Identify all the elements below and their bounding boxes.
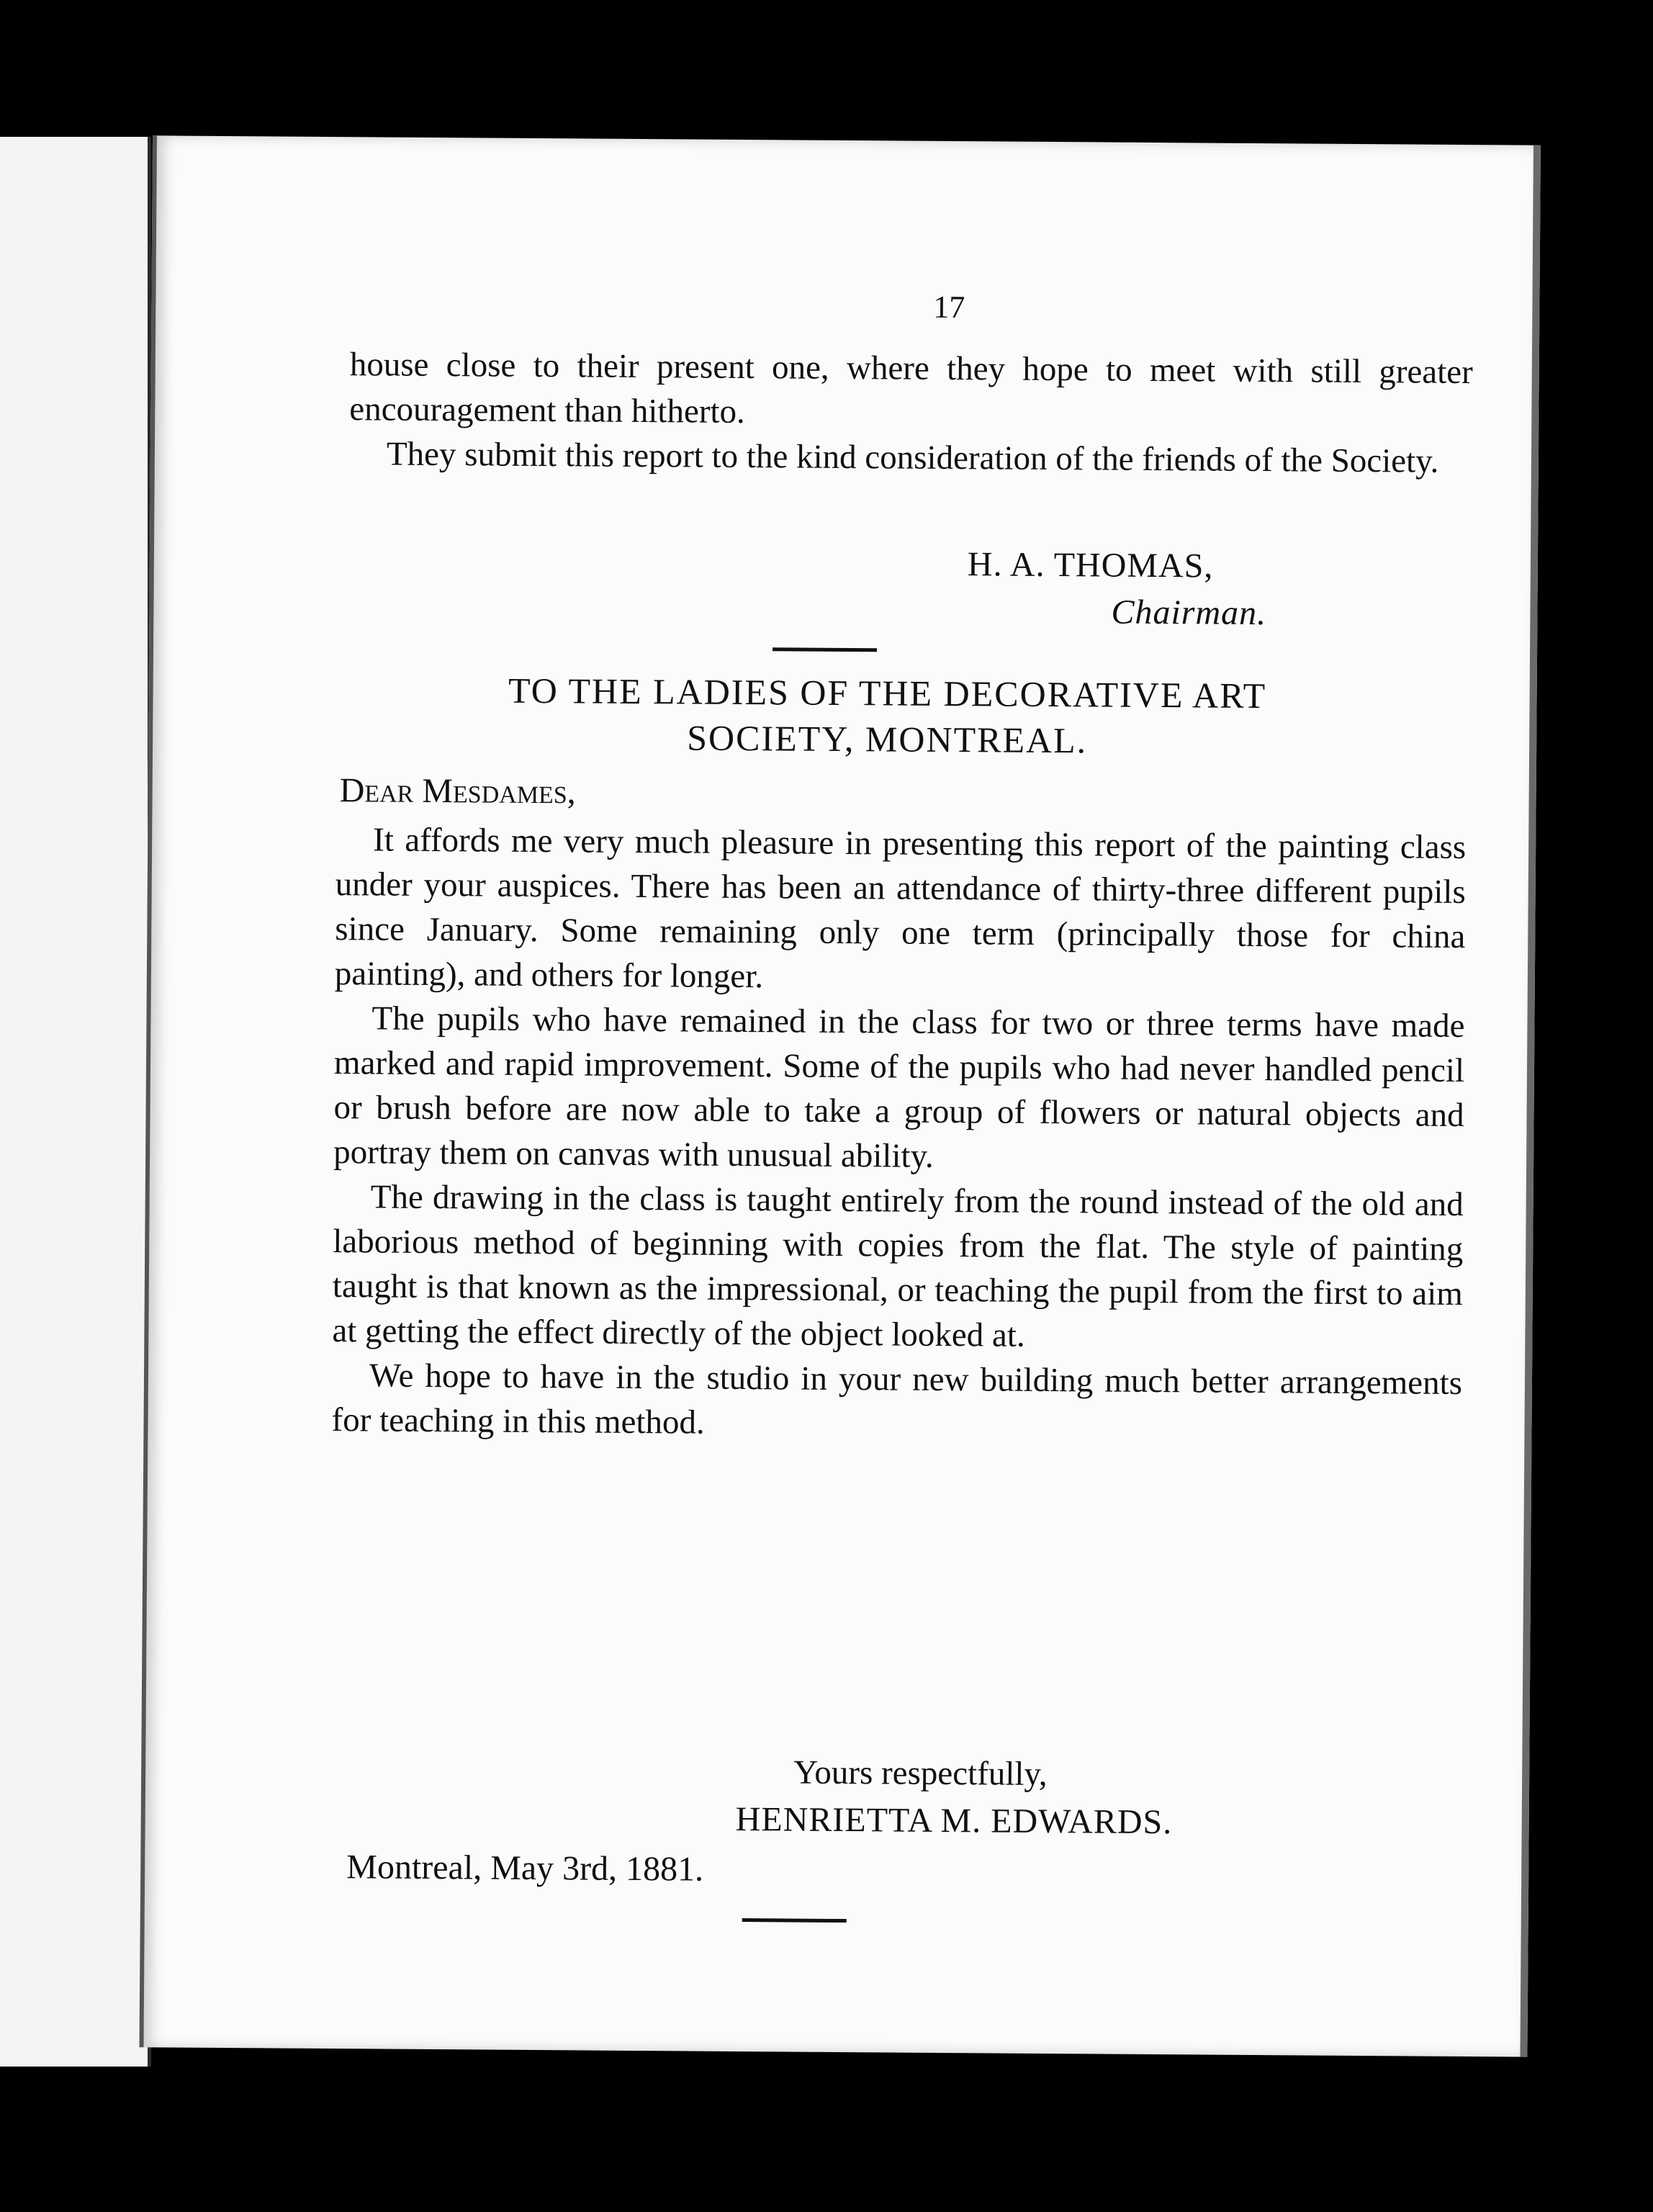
salutation: Dear Mesdames, <box>339 771 576 811</box>
letter-heading <box>347 666 1428 765</box>
signature-thomas-name: H. A. THOMAS, <box>967 545 1214 585</box>
page-number: 17 <box>933 289 965 325</box>
paragraph-2: The pupils who have remained in the class for two or three terms have made marked and rapid improvement. Some of the pupils who had never handled pencil or brush before are now able to take a group of flowers or natural objects and portray them on canvas with unusual ability. <box>333 999 1465 1175</box>
book-page <box>139 135 1540 2056</box>
letter-heading-line-1: TO THE LADIES OF THE DECORATIVE ART <box>508 670 1267 716</box>
letter-heading-line-2: SOCIETY, MONTREAL. <box>687 717 1088 761</box>
letter-body <box>331 817 1466 1450</box>
signature-edwards: HENRIETTA M. EDWARDS. <box>735 1799 1173 1842</box>
closing: Yours respectfully, <box>793 1753 1048 1793</box>
closing-divider <box>742 1918 847 1923</box>
top-section <box>349 342 1473 484</box>
paragraph-4: We hope to have in the studio in your new building much better arrangements for teaching in this method. <box>331 1357 1463 1442</box>
previous-page-edge <box>0 137 151 2067</box>
section-divider <box>773 647 877 652</box>
signature-thomas-title: Chairman. <box>1111 593 1267 633</box>
paragraph-continued: house close to their present one, where they hope to meet with still greater encouragement than hitherto. <box>349 346 1473 431</box>
paragraph-3: The drawing in the class is taught entirely from the round instead of the old and laborious method of beginning with copies from the flat. The style of painting taught is that known as the impressional, or teaching the pupil from the first to aim at getting the effect directly of the object looked at. <box>332 1178 1464 1354</box>
paragraph-submit: They submit this report to the kind consideration of the friends of the Society. <box>386 435 1439 480</box>
paragraph-1: It affords me very much pleasure in presenting this report of the painting class under your auspices. There has been an attendance of thirty-three different pupils since January. Some remaining only one term (principally those for china painting), and others for longer. <box>334 821 1467 996</box>
date-line: Montreal, May 3rd, 1881. <box>346 1848 704 1889</box>
